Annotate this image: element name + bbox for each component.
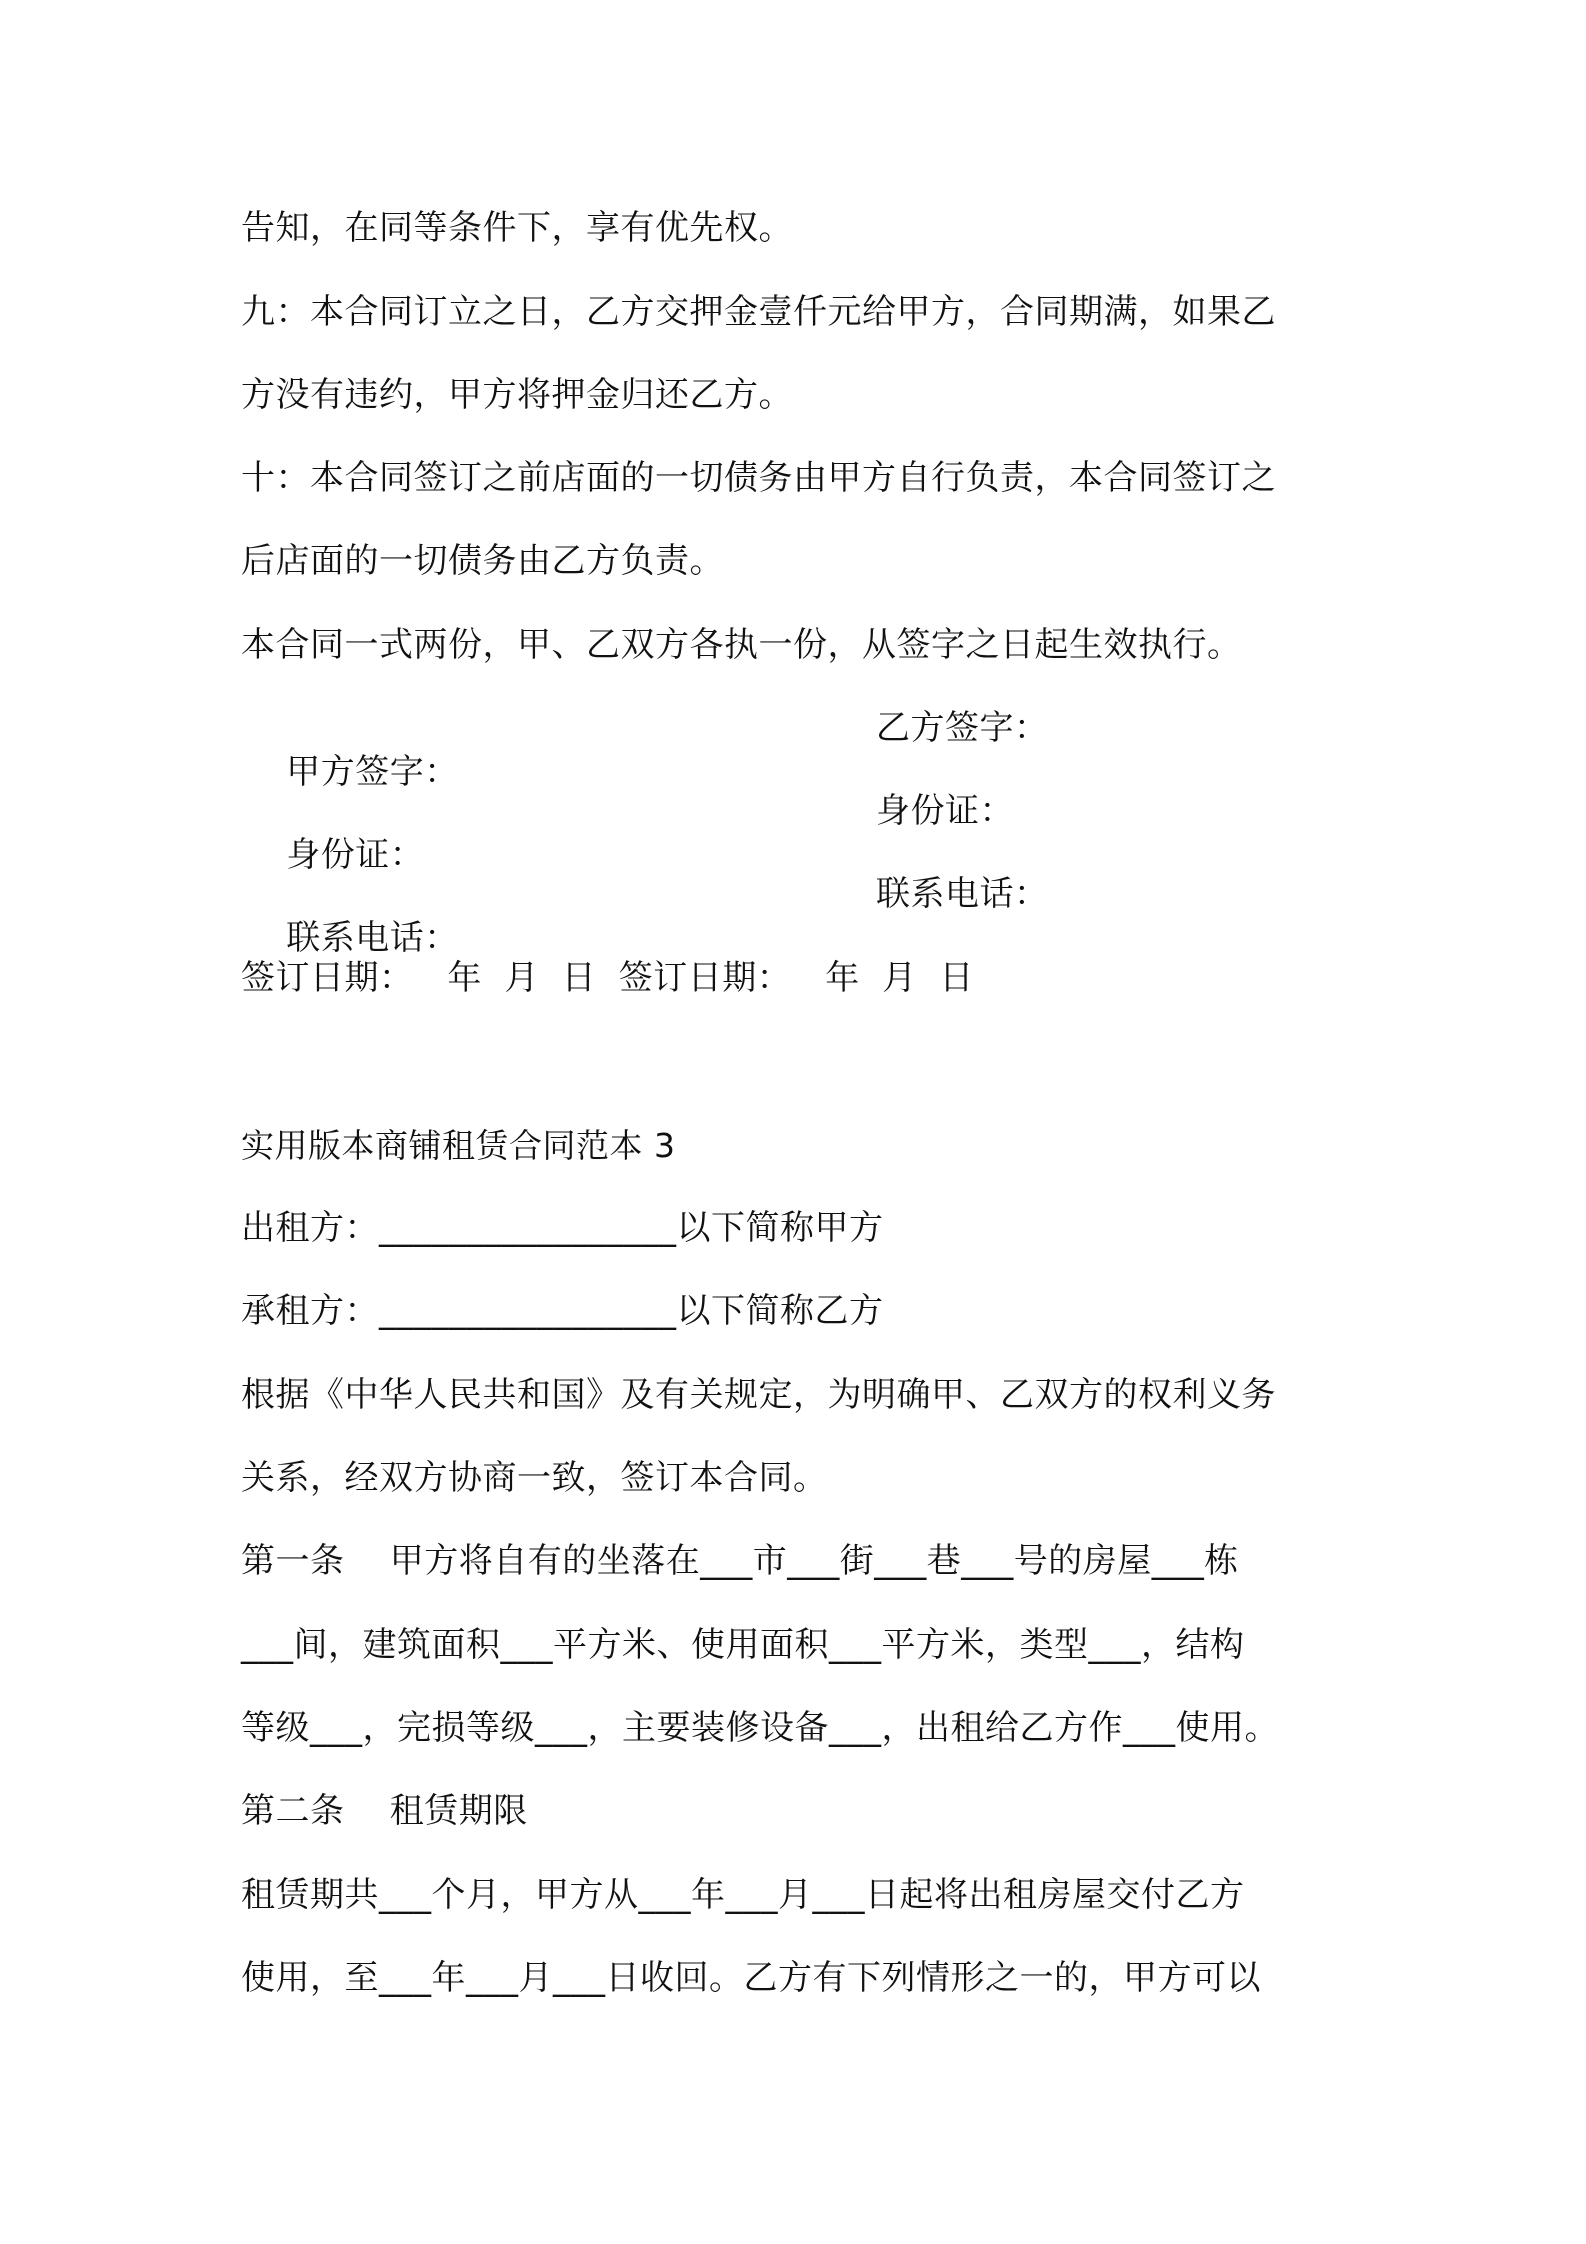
- text-line: 第一条 甲方将自有的坐落在___市___街___巷___号的房屋___栋: [241, 1541, 1239, 1581]
- party-a-phone-label: 联系电话：: [286, 918, 459, 958]
- text-line: 使用，至___年___月___日收回。乙方有下列情形之一的，甲方可以: [241, 1958, 1261, 1998]
- text-line: ___间，建筑面积___平方米、使用面积___平方米，类型___，结构: [241, 1625, 1245, 1665]
- text-line: 方没有违约，甲方将押金归还乙方。: [241, 375, 793, 415]
- text-line: 根据《中华人民共和国》及有关规定，为明确甲、乙双方的权利义务: [241, 1375, 1276, 1415]
- text-line: 后店面的一切债务由乙方负责。: [241, 541, 724, 581]
- text-line: 关系，经双方协商一致，签订本合同。: [241, 1458, 828, 1498]
- text-line: 出租方：_________________以下简称甲方: [241, 1208, 884, 1248]
- text-line: 租赁期共___个月，甲方从___年___月___日起将出租房屋交付乙方: [241, 1875, 1245, 1915]
- text-line: 本合同一式两份，甲、乙双方各执一份，从签字之日起生效执行。: [241, 625, 1242, 665]
- party-b-phone-label: 联系电话：: [876, 874, 1049, 914]
- text-line: 承租方：_________________以下简称乙方: [241, 1291, 884, 1331]
- text-line: 十：本合同签订之前店面的一切债务由甲方自行负责，本合同签订之: [241, 458, 1276, 498]
- party-a-id-label: 身份证：: [286, 835, 425, 875]
- section-title: 实用版本商铺租赁合同范本 3: [241, 1126, 676, 1165]
- date-row: 签订日期： 年 月 日 签订日期： 年 月 日: [241, 958, 974, 998]
- article-heading: 第二条 租赁期限: [241, 1791, 528, 1831]
- party-b-id-label: 身份证：: [876, 791, 1014, 831]
- party-a-signature-label: 甲方签字：: [286, 752, 459, 792]
- text-line: 告知，在同等条件下，享有优先权。: [241, 208, 793, 248]
- text-line: 九：本合同订立之日，乙方交押金壹仟元给甲方，合同期满，如果乙: [241, 292, 1276, 332]
- text-line: 等级___，完损等级___，主要装修设备___，出租给乙方作___使用。: [241, 1708, 1279, 1748]
- party-b-signature-label: 乙方签字：: [876, 708, 1049, 748]
